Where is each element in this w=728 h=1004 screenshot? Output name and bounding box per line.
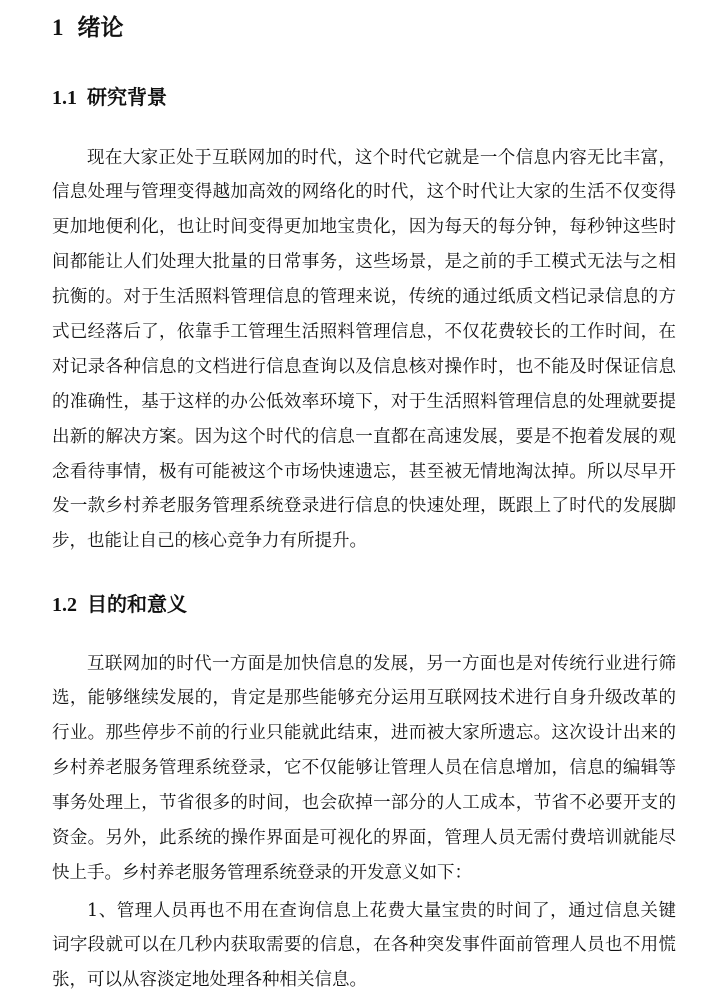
paragraph-line: 快上手。乡村养老服务管理系统登录的开发意义如下： [52, 862, 472, 883]
paragraph-line: 1、管理人员再也不用在查询信息上花费大量宝贵的时间了，通过信息关键 [87, 900, 676, 921]
paragraph-line: 出新的解决方案。因为这个时代的信息一直都在高速发展，要是不抱着发展的观 [52, 426, 676, 447]
paragraph-line: 步，也能让自己的核心竞争力有所提升。 [52, 531, 367, 552]
section-number: 1.1 [52, 87, 77, 109]
paragraph-line: 间都能让人们处理大批量的日常事务，这些场景，是之前的手工模式无法与之相 [52, 252, 676, 273]
section-heading-1-2 [52, 590, 187, 620]
paragraph-line: 对记录各种信息的文档进行信息查询以及信息核对操作时，也不能及时保证信息 [52, 356, 676, 377]
paragraph-line: 现在大家正处于互联网加的时代，这个时代它就是一个信息内容无比丰富， [87, 147, 676, 168]
paragraph-significance-item-1 [52, 894, 676, 999]
paragraph-line: 乡村养老服务管理系统登录，它不仅能够让管理人员在信息增加，信息的编辑等 [52, 758, 676, 779]
section-title: 目的和意义 [87, 594, 187, 616]
paragraph-line: 事务处理上，节省很多的时间，也会砍掉一部分的人工成本，节省不必要开支的 [52, 793, 676, 814]
chapter-heading [52, 13, 124, 43]
paragraph-purpose [52, 647, 676, 891]
paragraph-line: 选，能够继续发展的，肯定是那些能够充分运用互联网技术进行自身升级改革的 [52, 688, 676, 709]
paragraph-line: 式已经落后了，依靠手工管理生活照料管理信息，不仅花费较长的工作时间，在 [52, 321, 676, 342]
paragraph-line: 发一款乡村养老服务管理系统登录进行信息的快速处理，既跟上了时代的发展脚 [52, 496, 676, 517]
paragraph-line: 张，可以从容淡定地处理各种相关信息。 [52, 970, 367, 991]
paragraph-line: 更加地便利化，也让时间变得更加地宝贵化，因为每天的每分钟，每秒钟这些时 [52, 217, 676, 238]
paragraph-line: 抗衡的。对于生活照料管理信息的管理来说，传统的通过纸质文档记录信息的方 [52, 287, 676, 308]
chapter-title: 绪论 [77, 15, 124, 40]
section-number: 1.2 [52, 594, 77, 616]
section-title: 研究背景 [87, 87, 167, 109]
paragraph-line: 资金。另外，此系统的操作界面是可视化的界面，管理人员无需付费培训就能尽 [52, 827, 676, 848]
paragraph-line: 的准确性，基于这样的办公低效率环境下，对于生活照料管理信息的处理就要提 [52, 391, 676, 412]
chapter-number: 1 [52, 15, 64, 40]
paragraph-background [52, 141, 676, 560]
paragraph-line: 念看待事情，极有可能被这个市场快速遗忘，甚至被无情地淘汰掉。所以尽早开 [52, 461, 676, 482]
paragraph-line: 互联网加的时代一方面是加快信息的发展，另一方面也是对传统行业进行筛 [87, 653, 676, 674]
paragraph-line: 信息处理与管理变得越加高效的网络化的时代，这个时代让大家的生活不仅变得 [52, 182, 676, 203]
section-heading-1-1 [52, 83, 167, 113]
paragraph-line: 行业。那些停步不前的行业只能就此结束，进而被大家所遗忘。这次设计出来的 [52, 723, 676, 744]
paragraph-line: 词字段就可以在几秒内获取需要的信息，在各种突发事件面前管理人员也不用慌 [52, 935, 676, 956]
